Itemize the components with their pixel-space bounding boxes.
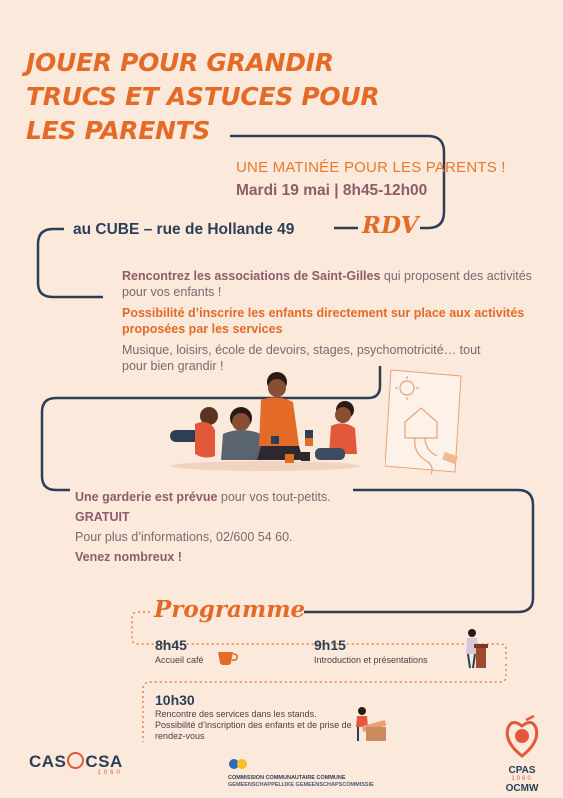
cpas-year: 1060	[511, 776, 533, 782]
program-time-3: 10h30	[155, 692, 195, 708]
program-desc-3: Rencontre des services dans les stands. Possibilité d’inscription des enfants et de prise de rendez-vous	[155, 709, 352, 741]
title-line-3: LES PARENTS	[26, 116, 211, 145]
program-time-2: 9h15	[314, 637, 346, 653]
program-desc-2: Introduction et présentations	[314, 655, 428, 665]
free-label: GRATUIT	[75, 510, 130, 524]
title-line-2: TRUCS ET ASTUCES POUR	[26, 82, 380, 111]
service-stand-icon	[352, 705, 388, 743]
childcare-line	[75, 489, 375, 505]
cas-csa-logo	[29, 752, 123, 776]
intro-paragraph-3: Musique, loisirs, école de devoirs, stages, psychomotricité… tout pour bien grandir !	[122, 343, 481, 373]
coffee-cup-icon	[216, 648, 240, 666]
intro-bold: Rencontrez les associations de Saint-Gilles	[122, 269, 381, 283]
intro-rest: qui proposent des activités pour vos enfants !	[122, 269, 532, 299]
csa-text: CSA	[85, 752, 123, 771]
event-location: au CUBE – rue de Hollande 49	[73, 221, 295, 238]
child-drawing-illustration	[385, 366, 465, 476]
rdv-label: RDV	[362, 212, 419, 239]
childcare-bold: Une garderie est prévue	[75, 490, 218, 504]
ocmw-text: OCMW	[505, 783, 539, 794]
cas-year: 1060	[97, 770, 123, 776]
cpas-heart-icon	[500, 714, 544, 760]
logo-circle-icon	[67, 752, 84, 769]
cpas-ocmw-logo	[500, 714, 544, 794]
cocom-nl-text: GEMEENSCHAPPELIJKE GEMEENSCHAPSCOMMISSIE	[228, 782, 374, 788]
cocom-logo	[228, 757, 374, 789]
childcare-rest: pour vos tout-petits.	[217, 490, 331, 504]
program-heading: Programme	[154, 596, 306, 623]
phone-info: Pour plus d’informations, 02/600 54 60.	[75, 530, 293, 544]
speaker-podium-icon	[462, 628, 488, 670]
program-time-1: 8h45	[155, 637, 187, 653]
intro-paragraph-2: Possibilité d’inscrire les enfants directement sur place aux activités proposées par les services	[122, 306, 525, 336]
title-line-1: JOUER POUR GRANDIR	[26, 48, 334, 77]
event-date: Mardi 19 mai | 8h45-12h00	[236, 182, 428, 199]
intro-paragraph-1	[122, 268, 532, 300]
program-desc-1: Accueil café	[155, 655, 204, 665]
cocom-fr-text: COMMISSION COMMUNAUTAIRE COMMUNE	[228, 775, 346, 781]
cocom-emblem-icon	[228, 758, 248, 770]
cas-text: CAS	[29, 752, 67, 771]
cpas-text: CPAS	[508, 765, 536, 776]
welcome-text: Venez nombreux !	[75, 550, 182, 564]
event-subtitle: UNE MATINÉE POUR LES PARENTS !	[236, 159, 506, 176]
family-playing-illustration	[165, 368, 365, 473]
main-title	[26, 46, 379, 148]
